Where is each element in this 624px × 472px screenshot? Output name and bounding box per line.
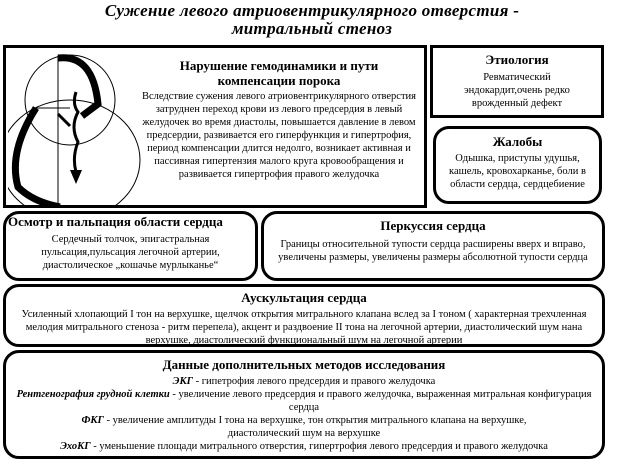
hemodynamics-text: Вследствие сужения левого атриовентрикулярного отверстия затруднен переход крови из левого предсердия в левый желудочек во время диастолы, повышается давление в левом предсердии, развивается его гиперфункция и гипертрофия, период компенсации длится недолго, возникает активная и пассивная гипертензия малого круга кровообращения и развивается гипертрофия правого желудочка: [142, 91, 416, 180]
percussion-heading: Перкуссия сердца: [380, 218, 486, 233]
complaints-heading: Жалобы: [492, 134, 543, 149]
complaints-text: Одышка, приступы удушья, кашель, кровохарканье, боли в области сердца, сердцебиение: [449, 153, 586, 190]
auscultation-text: Усиленный хлопающий I тон на верхушке, щелчок открытия митрального клапана вслед за I тоном ( характерная трехчленная мелодия митрального стеноза - ритм перепела), акцент и раздвоение II тона на легочной артерии, диастолический шум нана верхушке, диастолический функциональный шум на легочной артерии: [21, 309, 587, 346]
additional-heading: Данные дополнительных методов исследования: [162, 357, 446, 372]
additional-item-pcg: ФКГ - увеличение амплитуды I тона на верхушке, тон открытия митрального клапана на верхушке, диастолический шум на верхушке: [81, 415, 527, 439]
auscultation-heading: Аускультация сердца: [241, 290, 367, 305]
additional-item-echo: ЭхоКГ - уменьшение площади митрального отверстия, гипертрофия левого предсердия и правого желудочка: [60, 441, 548, 452]
heart-diagram-icon: [8, 52, 148, 207]
additional-item-ecg: ЭКГ - гипетрофия левого предсердия и правого желудочка: [172, 376, 436, 387]
inspection-heading: Осмотр и пальпация области сердца: [8, 214, 223, 229]
hemodynamics-box: [3, 45, 427, 208]
inspection-text: Сердечный толчок, эпигастральная пульсация,пульсация легочной артерии, диастолическое „кошачье мурлыканье“: [41, 234, 220, 271]
additional-methods-box: [3, 350, 605, 459]
etiology-box: [430, 45, 604, 118]
inspection-box: [3, 211, 258, 281]
etiology-heading: Этиология: [485, 52, 549, 67]
page-title: Сужение левого атриовентрикулярного отверстия - митральный стеноз: [104, 1, 520, 38]
complaints-box: [433, 126, 602, 204]
additional-item-xray: Рентгенография грудной клетки - увеличение левого предсердия и правого желудочка, выраженная митральная конфигурация сердца: [16, 389, 592, 413]
hemodynamics-heading: Нарушение гемодинамики и пути компенсации порока: [179, 58, 379, 88]
percussion-text: Границы относительной тупости сердца расширены вверх и вправо, увеличены размеры, увеличены размеры абсолютной тупости сердца: [278, 239, 588, 263]
auscultation-box: [3, 284, 605, 347]
etiology-text: Ревматический эндокардит,очень редко врожденный дефект: [464, 72, 570, 109]
percussion-box: [261, 211, 605, 281]
